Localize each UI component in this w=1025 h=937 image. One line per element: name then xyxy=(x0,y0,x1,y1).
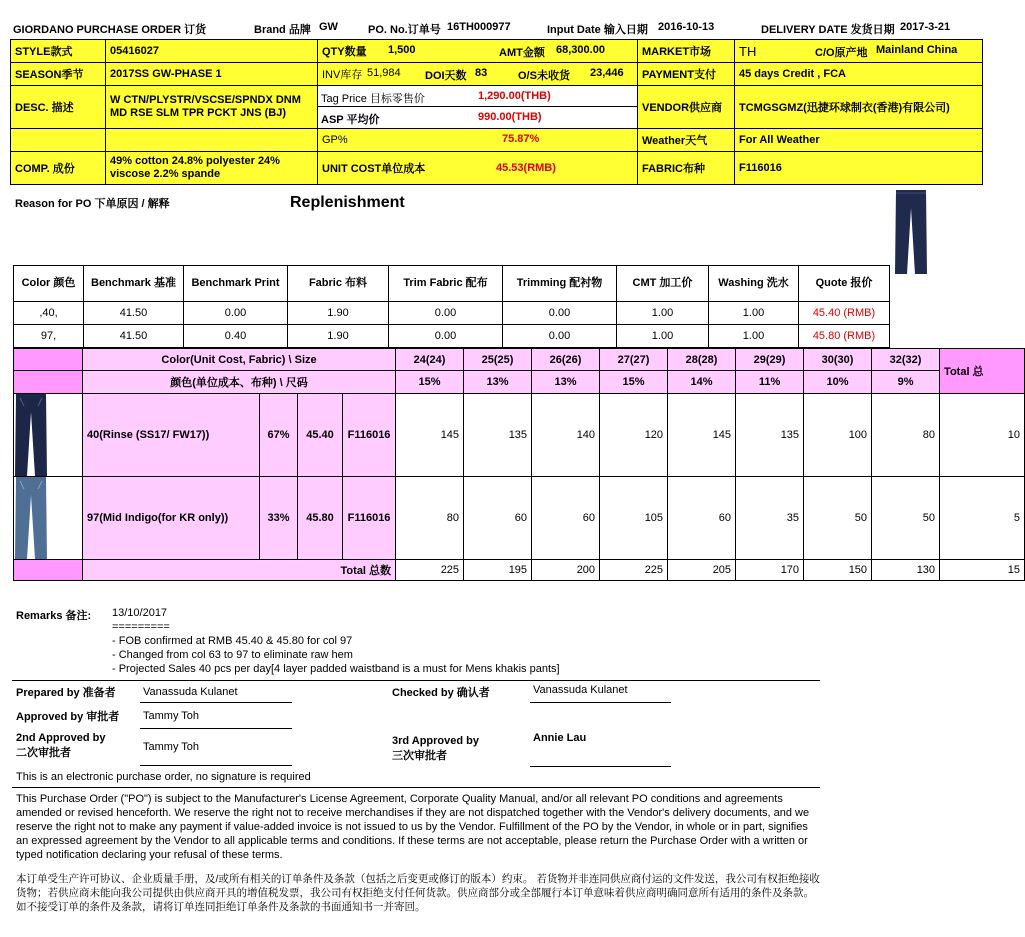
cost-cell: 1.00 xyxy=(617,302,709,325)
po-number: 16TH000977 xyxy=(447,21,511,33)
size-total: 170 xyxy=(736,560,804,581)
size-ratio: 11% xyxy=(736,371,804,394)
size-label: 27(27) xyxy=(600,349,668,371)
quote-cell: 45.80 (RMB) xyxy=(799,325,890,348)
size-ratio: 15% xyxy=(396,371,464,394)
cost-cell: 1.90 xyxy=(288,325,389,348)
reason-value: Replenishment xyxy=(290,194,405,211)
size-qty: 80 xyxy=(396,477,464,560)
inv-label: INV库存 xyxy=(322,69,363,81)
size-qty: 35 xyxy=(736,477,804,560)
cost-header-benchmark: Benchmark 基准 xyxy=(84,266,184,302)
cost-cell: 41.50 xyxy=(84,302,184,325)
third-approved-label-cn: 三次审批者 xyxy=(392,750,447,762)
os-value: 23,446 xyxy=(590,67,624,79)
fabric-label: FABRIC布种 xyxy=(638,152,735,185)
size-total: 130 xyxy=(872,560,940,581)
asp-label: ASP 平均价 xyxy=(321,114,380,126)
desc-label: DESC. 描述 xyxy=(11,86,106,129)
season-value: 2017SS GW-PHASE 1 xyxy=(106,63,318,86)
size-qty: 135 xyxy=(464,394,532,477)
color-cost: 45.40 xyxy=(298,394,343,477)
gp-cell xyxy=(318,129,638,152)
market-label: MARKET市场 xyxy=(638,40,735,63)
market-cell xyxy=(735,40,983,63)
comp-label: COMP. 成份 xyxy=(11,152,106,185)
size-header-cn: 颜色(单位成本、布种) \ 尺码 xyxy=(83,371,396,394)
size-ratio: 13% xyxy=(532,371,600,394)
cost-cell: 41.50 xyxy=(84,325,184,348)
approved-line xyxy=(140,728,292,729)
second-approved-label-cn: 二次审批者 xyxy=(16,747,71,759)
unit-cost-value: 45.53(RMB) xyxy=(496,162,556,174)
remarks-line: - Changed from col 63 to 97 to eliminate raw hem xyxy=(112,649,353,661)
approvals-divider xyxy=(12,680,820,681)
tag-price-label: Tag Price 目标零售价 xyxy=(321,93,425,105)
cost-cell: 0.40 xyxy=(184,325,288,348)
color-fabric: F116016 xyxy=(343,394,396,477)
amt-label: AMT金额 xyxy=(499,47,545,59)
color-thumbnail-97 xyxy=(14,477,83,560)
qty-value: 1,500 xyxy=(388,44,416,56)
size-total: 225 xyxy=(600,560,668,581)
vendor-label: VENDOR供应商 xyxy=(638,86,735,129)
size-row-40 xyxy=(14,394,1025,477)
info-row-comp xyxy=(11,152,983,185)
info-row-gp xyxy=(11,129,983,152)
doi-value: 83 xyxy=(475,67,488,79)
tag-price-label-box xyxy=(318,86,468,107)
size-total: 195 xyxy=(464,560,532,581)
inv-cell xyxy=(318,63,638,86)
cost-cell: 0.00 xyxy=(503,302,617,325)
remarks-divider: ========= xyxy=(112,621,170,633)
size-qty: 135 xyxy=(736,394,804,477)
cost-header-trim-fabric: Trim Fabric 配布 xyxy=(389,266,503,302)
size-qty: 145 xyxy=(668,394,736,477)
size-table xyxy=(13,348,1025,581)
reason-label: Reason for PO 下单原因 / 解释 xyxy=(15,198,170,210)
third-approved-line xyxy=(530,766,671,767)
approved-label: Approved by 审批者 xyxy=(16,711,120,723)
input-date-label: Input Date 输入日期 xyxy=(547,24,648,36)
total-label: Total 总数 xyxy=(83,560,396,581)
unit-cost-cell xyxy=(318,152,638,185)
color-total: 5 xyxy=(940,477,1025,560)
origin-value: Mainland China xyxy=(876,44,958,56)
size-label: 25(25) xyxy=(464,349,532,371)
cost-cell: 0.00 xyxy=(389,302,503,325)
cost-header-quote: Quote 报价 xyxy=(799,266,890,302)
brand-value: GW xyxy=(319,21,338,33)
qty-label: QTY数量 xyxy=(322,46,367,58)
cost-cell: 0.00 xyxy=(184,302,288,325)
size-total: 150 xyxy=(804,560,872,581)
cost-header-trimming: Trimming 配衬物 xyxy=(503,266,617,302)
cost-cell: 1.00 xyxy=(709,325,799,348)
tag-price-row xyxy=(318,86,637,107)
size-qty: 50 xyxy=(804,477,872,560)
size-total: 200 xyxy=(532,560,600,581)
po-number-label: PO. No.订单号 xyxy=(368,24,441,36)
size-header-en: Color(Unit Cost, Fabric) \ Size xyxy=(83,349,396,371)
os-label: O/S未收货 xyxy=(518,70,570,82)
doi-label: DOI天数 xyxy=(425,70,467,82)
remarks-line: - Projected Sales 40 pcs per day[4 layer padded waistband is a must for Mens khakis pants] xyxy=(112,663,560,675)
cost-header-row xyxy=(14,266,890,302)
checked-by: Vanassuda Kulanet xyxy=(533,684,628,696)
size-qty: 60 xyxy=(668,477,736,560)
info-row-style xyxy=(11,40,983,63)
second-approved-line xyxy=(140,765,292,766)
cost-row xyxy=(14,302,890,325)
color-percent: 67% xyxy=(260,394,298,477)
mid-indigo-jeans-image xyxy=(14,477,48,559)
remarks-date: 13/10/2017 xyxy=(112,607,168,619)
fabric-value: F116016 xyxy=(735,152,983,185)
gp-label: GP% xyxy=(322,134,348,146)
desc-value: W CTN/PLYSTR/VSCSE/SPNDX DNM MD RSE SLM TPR PCKT JNS (BJ) xyxy=(106,86,318,129)
blank-cell-2 xyxy=(106,129,318,152)
cost-header-fabric: Fabric 布料 xyxy=(288,266,389,302)
cost-header-washing: Washing 洗水 xyxy=(709,266,799,302)
color-percent: 33% xyxy=(260,477,298,560)
size-qty: 80 xyxy=(872,394,940,477)
color-name: 97(Mid Indigo(for KR only)) xyxy=(83,477,260,560)
electronic-note: This is an electronic purchase order, no signature is required xyxy=(16,771,311,783)
quote-cell: 45.40 (RMB) xyxy=(799,302,890,325)
size-label: 29(29) xyxy=(736,349,804,371)
cost-cell: 1.00 xyxy=(617,325,709,348)
cost-cell: 0.00 xyxy=(503,325,617,348)
inv-value: 51,984 xyxy=(367,67,401,79)
asp-row xyxy=(318,107,637,128)
second-approved-by: Tammy Toh xyxy=(143,741,200,753)
color-cost: 45.80 xyxy=(298,477,343,560)
prepared-line xyxy=(140,702,292,703)
cost-header-color: Color 颜色 xyxy=(14,266,84,302)
brand-label: Brand 品牌 xyxy=(254,24,311,36)
payment-value: 45 days Credit , FCA xyxy=(735,63,983,86)
product-thumbnail xyxy=(893,190,929,274)
gp-value: 75.87% xyxy=(502,133,540,145)
info-row-desc xyxy=(11,86,983,129)
size-total: 225 xyxy=(396,560,464,581)
terms-chinese: 本订单受生产许可协议、企业质量手册，及/或所有相关的订单条件及条款（包括之后变更或修订的版本）约束。 若货物并非连同供应商付运的文件发送，我公司有权拒绝接收货物；若供应商未能向我公司提供由供应商开具的增值税发票，我公司有权拒绝支付任何货款。供应商部分或全部履行本订单意味着供应商明确同意所有适用的条件及条款。如不接受订单的条件及条款，请将订单连同拒绝订单条件及条款的书面通知书一并寄回。 xyxy=(16,873,820,913)
size-qty: 60 xyxy=(532,477,600,560)
size-qty: 60 xyxy=(464,477,532,560)
info-table xyxy=(10,39,983,185)
terms-english: This Purchase Order ("PO") is subject to the Manufacturer's License Agreement, Corporate Quality Manual, and/or all relevant PO conditions and agreements amended or revised henceforth. We reserve the right not to receive merchandises if they are not dispatched together with the Vendor's delivery documents, and we reserve the right not to make any payment if value-added invoice is not issued to us by the Vendor. Fulfillment of the PO by the Vendor, in whole or in part, signifies an expressed agreement by the Vendor to all applicable terms and conditions. If these terms are not acceptable, please return the Purchase Order with a written or typed notification declaring your refusal of these terms. xyxy=(16,793,810,861)
style-label: STYLE款式 xyxy=(11,40,106,63)
cost-cell: ,40, xyxy=(14,302,84,325)
weather-value: For All Weather xyxy=(735,129,983,152)
cost-cell: 0.00 xyxy=(389,325,503,348)
cost-row xyxy=(14,325,890,348)
input-date: 2016-10-13 xyxy=(658,21,715,33)
size-label: 24(24) xyxy=(396,349,464,371)
price-cell xyxy=(318,86,638,129)
grand-total: 15 xyxy=(940,560,1025,581)
qty-amt-cell xyxy=(318,40,638,63)
size-total-header: Total 总 xyxy=(940,349,1025,394)
second-approved-label: 2nd Approved by xyxy=(16,732,106,744)
cost-cell: 97, xyxy=(14,325,84,348)
blank-cell-1 xyxy=(11,129,106,152)
size-label: 32(32) xyxy=(872,349,940,371)
origin-label: C/O原产地 xyxy=(815,47,868,59)
info-row-season xyxy=(11,63,983,86)
cost-cell: 1.00 xyxy=(709,302,799,325)
size-qty: 50 xyxy=(872,477,940,560)
size-ratio: 13% xyxy=(464,371,532,394)
size-header-blank xyxy=(14,371,83,394)
cost-table xyxy=(13,265,890,348)
size-label: 30(30) xyxy=(804,349,872,371)
amt-value: 68,300.00 xyxy=(556,44,605,56)
size-ratio-row xyxy=(14,371,1025,394)
season-label: SEASON季节 xyxy=(11,63,106,86)
color-name: 40(Rinse (SS17/ FW17)) xyxy=(83,394,260,477)
prepared-by: Vanassuda Kulanet xyxy=(143,686,238,698)
weather-label: Weather天气 xyxy=(638,129,735,152)
checked-label: Checked by 确认者 xyxy=(392,687,490,699)
remarks-line: - FOB confirmed at RMB 45.40 & 45.80 for col 97 xyxy=(112,635,353,647)
size-qty: 140 xyxy=(532,394,600,477)
cost-cell: 1.90 xyxy=(288,302,389,325)
size-row-97 xyxy=(14,477,1025,560)
size-header-row xyxy=(14,349,1025,371)
asp-value: 990.00(THB) xyxy=(478,111,542,123)
color-total: 10 xyxy=(940,394,1025,477)
comp-value: 49% cotton 24.8% polyester 24% viscose 2.2% spande xyxy=(106,152,318,185)
payment-label: PAYMENT支付 xyxy=(638,63,735,86)
style-value: 05416027 xyxy=(106,40,318,63)
vendor-value: TCMGSGMZ(迅捷环球制衣(香港)有限公司) xyxy=(735,86,983,129)
size-ratio: 14% xyxy=(668,371,736,394)
size-total-row xyxy=(14,560,1025,581)
size-ratio: 9% xyxy=(872,371,940,394)
third-approved-by: Annie Lau xyxy=(533,732,587,744)
jeans-image xyxy=(893,190,929,274)
size-qty: 100 xyxy=(804,394,872,477)
size-qty: 145 xyxy=(396,394,464,477)
delivery-date-label: DELIVERY DATE 发货日期 xyxy=(761,24,895,36)
cost-header-cmt: CMT 加工价 xyxy=(617,266,709,302)
terms-divider xyxy=(12,787,820,788)
color-thumbnail-40 xyxy=(14,394,83,477)
prepared-label: Prepared by 准备者 xyxy=(16,687,116,699)
size-header-blank xyxy=(14,349,83,371)
delivery-date: 2017-3-21 xyxy=(900,21,951,33)
cost-header-benchmark-print: Benchmark Print xyxy=(184,266,288,302)
third-approved-label: 3rd Approved by xyxy=(392,735,479,747)
approved-by: Tammy Toh xyxy=(143,710,200,722)
color-fabric: F116016 xyxy=(343,477,396,560)
size-qty: 105 xyxy=(600,477,668,560)
size-qty: 120 xyxy=(600,394,668,477)
unit-cost-label: UNIT COST单位成本 xyxy=(322,163,426,175)
size-ratio: 10% xyxy=(804,371,872,394)
size-total: 205 xyxy=(668,560,736,581)
size-label: 26(26) xyxy=(532,349,600,371)
market-value: TH xyxy=(739,43,757,59)
size-label: 28(28) xyxy=(668,349,736,371)
tag-price-value: 1,290.00(THB) xyxy=(478,90,551,102)
total-blank xyxy=(14,560,83,581)
checked-line xyxy=(530,702,671,703)
size-ratio: 15% xyxy=(600,371,668,394)
dark-jeans-image xyxy=(14,394,48,476)
remarks-label: Remarks 备注: xyxy=(16,610,92,622)
po-title: GIORDANO PURCHASE ORDER 订货 xyxy=(13,24,207,36)
